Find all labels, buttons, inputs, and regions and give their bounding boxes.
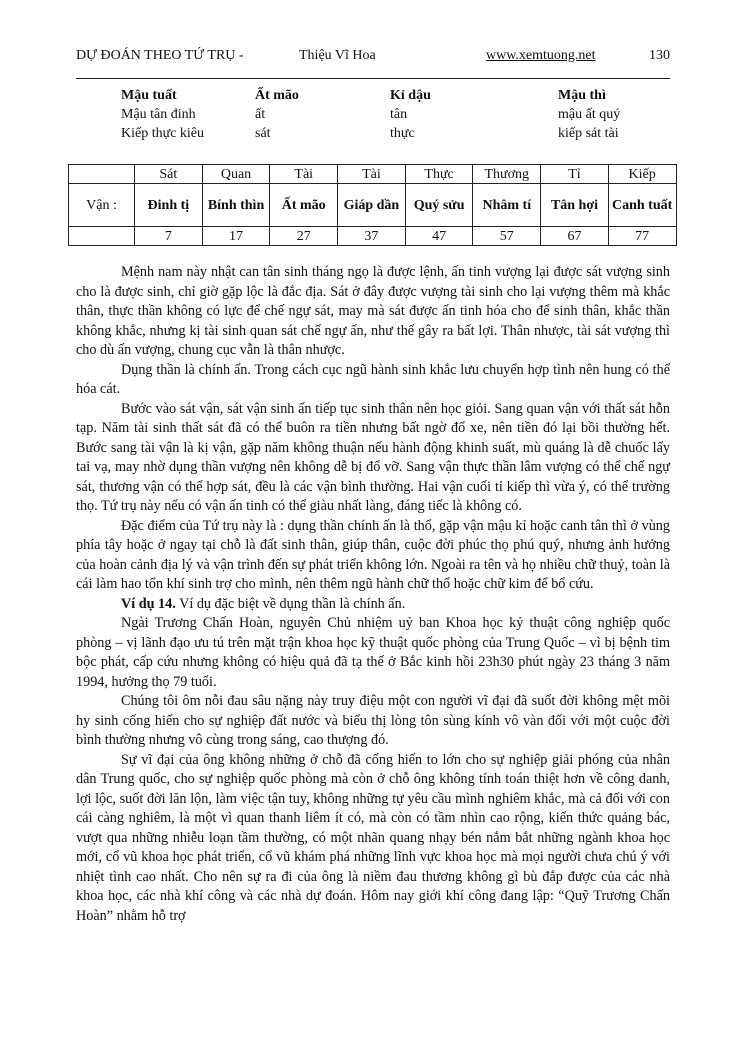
table-row-gods (69, 165, 677, 184)
paragraph-text: Ví dụ đặc biệt về dụng thần là chính ấn. (175, 595, 406, 612)
table-cell: Thực (405, 165, 473, 184)
luck-cycle-table (68, 164, 677, 246)
pillar-name: Mậu tuất (121, 88, 177, 103)
pillar-hidden-stems: mậu ất quý (558, 107, 621, 122)
pillar-day (390, 86, 431, 143)
table-cell (69, 165, 135, 184)
table-cell: 47 (405, 227, 473, 246)
row-label: Vận : (69, 184, 135, 227)
table-cell: 67 (541, 227, 609, 246)
paragraph (76, 361, 670, 400)
table-cell: Tài (338, 165, 406, 184)
pillar-hour (558, 86, 620, 143)
page-header (76, 48, 670, 68)
pillar-name: Kỉ dậu (390, 88, 431, 103)
pillar-month (255, 86, 299, 143)
pillar-hidden-stems: ất (255, 107, 266, 122)
pillar-gods: Kiếp thực kiêu (121, 126, 205, 141)
paragraph-text: Chúng tôi ôm nỗi đau sâu nặng này truy điệu một con người vĩ đại đã suốt đời không mệt mõi hy sinh cống hiến cho sự nghiệp đất nước và biểu thị lòng tôn sùng kính vô vàn đối với một cuộc đời bình thường nhưng vô cùng trong sáng, cao thượng đó. (76, 693, 670, 748)
table-cell: Kiếp (608, 165, 676, 184)
table-cell: Tân hợi (541, 184, 609, 227)
table-cell: Đinh tị (135, 184, 203, 227)
paragraph (76, 692, 670, 751)
paragraph-text: Mệnh nam này nhật can tân sinh tháng ngọ là được lệnh, ấn tinh vượng lại được sát vượng sinh cho là được sinh, chỉ giờ gặp lộc là đắc địa. Sát ở đây được vượng tài sinh cho lại vượng thêm mà khắc thân, thực thần không có lực để chế ngự sát, may mà sát được ấn tinh hóa cho để sinh thân, khắc thần không khắc, nhưng kị tài sinh quan sát chế ngự ấn, như thế gây ra bất lợi. Thân nhược, tài sát vượng thì cho dù ấn vượng, chung cục vẫn là thân nhược. (76, 264, 670, 358)
table-cell: Quý sửu (405, 184, 473, 227)
table-cell: Ất mão (270, 184, 338, 227)
table-cell: Giáp dần (338, 184, 406, 227)
book-title: DỰ ĐOÁN THEO TỨ TRỤ - (76, 48, 244, 63)
table-cell: 57 (473, 227, 541, 246)
table-cell: 77 (608, 227, 676, 246)
table-cell (69, 227, 135, 246)
paragraph-text: Đặc điểm của Tứ trụ này là : dụng thần chính ấn là thổ, gặp vận mậu kỉ hoặc canh tân thì ở vùng phía tây hoặc ở ngay tại chỗ là đất sinh thân, giúp thân, cuộc đời phúc thọ phú quý, nhưng ảnh hưởng của hoàn cảnh địa lý và vận trình đến sự phát triển không lớn. Ngoài ra tên và họ nhiều chữ thuỷ, toàn là cái làm hao tổn khí sinh trợ cho mình, nên thêm ngũ hành chữ thổ hoặc chữ kim để bổ cứu. (76, 517, 670, 592)
table-cell: Thương (473, 165, 541, 184)
table-cell: Tài (270, 165, 338, 184)
table-cell: 17 (202, 227, 270, 246)
table-cell: 7 (135, 227, 203, 246)
pillar-gods: thực (390, 126, 415, 141)
table-cell: Bính thìn (202, 184, 270, 227)
paragraph (76, 614, 670, 692)
pillar-gods: sát (255, 126, 271, 141)
table-cell: Canh tuất (608, 184, 676, 227)
pillar-hidden-stems: tân (390, 107, 408, 122)
paragraph (76, 751, 670, 927)
table-cell: Tỉ (541, 165, 609, 184)
table-cell: Nhâm tí (473, 184, 541, 227)
body-text (76, 263, 670, 926)
paragraph (76, 263, 670, 361)
pillar-year (121, 86, 204, 143)
header-divider (76, 78, 670, 79)
table-cell: 37 (338, 227, 406, 246)
paragraph-text: Ngài Trương Chấn Hoàn, nguyên Chủ nhiệm uỷ ban Khoa học kỷ thuật công nghiệp quốc phòng – vị lãnh đạo ưu tú trên mặt trận khoa học kỹ thuật quốc phòng của Trung Quốc – vì bị bệnh tim bộc phát, cấp cứu nhưng không có hiệu quả đã tạ thế ở Bắc kinh hồi 23h30 phút ngày 23 tháng 3 năm 1994, hưởng thọ 79 tuổi. (76, 615, 670, 690)
paragraph (76, 517, 670, 595)
example-label: Ví dụ 14. (121, 595, 176, 612)
pillar-name: Ất mão (255, 88, 299, 103)
website-link[interactable]: www.xemtuong.net (486, 48, 596, 63)
paragraph-text: Bước vào sát vận, sát vận sinh ấn tiếp tục sinh thân nên học giỏi. Sang quan vận với thất sát hỗn tạp. Năm tài sinh thất sát đã có thể buôn ra tiền nhưng bất ngờ đổ xe, nên tiền đó lại bồi thường hết. Bước sang tài vận là kị vận, gặp năm không thuận nếu hành động khinh suất, mù quáng là dễ chuốc lấy tai vạ, may nhờ dụng thần vượng nên không dễ bị đổ vỡ. Sang vận thực thần lâm vượng có thể chế ngự sát, thương vận có thể hợp sát, đều là các vận bình thường. Hai vận cuối tỉ kiếp thì vừa ý, có thể trường thọ. Tứ trụ này nếu có vận ấn tinh có thể giàu nhất làng, đáng tiếc là không có. (76, 400, 670, 514)
example-heading (76, 595, 670, 615)
pillar-name: Mậu thì (558, 88, 606, 103)
table-cell: Quan (202, 165, 270, 184)
table-cell: 27 (270, 227, 338, 246)
paragraph (76, 400, 670, 517)
table-row-pillars (69, 184, 677, 227)
paragraph-text: Sự vĩ đại của ông không những ở chỗ đã cống hiến to lớn cho sự nghiệp giải phóng của nhân dân Trung quốc, cho sự nghiệp quốc phòng mà còn ở chỗ ông không tính toán thiệt hơn về công danh, lợi lộc, suốt đời lăn lộn, làm việc tận tuy, không những tự yêu cầu mình nghiêm khắc, mà cả đối với con cái càng nghiêm, là một vì quan thanh liêm ít có, mà còn có tầm nhìn cao rộng, kiến thức quảng bác, vượt qua những nhiễu loạn tầm thường, có một nhãn quang nhạy bén nắm bắt những ngành khoa học mới, cổ vũ khoa học phát triển, cổ vũ khám phá những lĩnh vực khoa học mà mọi người chưa chú ý với nhiệt tình cao nhất. Cho nên sự ra đi của ông là niềm đau thương không gì bù đắp được của các nhà khoa học, các nhà khí công và các nhà dự đoán. Hôm nay giới khí công đang lập: “Quỹ Trương Chấn Hoàn” nhằm hỗ trợ (76, 751, 670, 924)
author-name: Thiệu Vĩ Hoa (299, 48, 376, 63)
table-row-ages (69, 227, 677, 246)
pillar-hidden-stems: Mậu tân đinh (121, 107, 196, 122)
pillar-gods: kiếp sát tài (558, 126, 619, 141)
page-number: 130 (649, 48, 670, 63)
paragraph-text: Dụng thần là chính ấn. Trong cách cục ngũ hành sinh khắc lưu chuyển hợp tình nên hung có thể hóa cát. (76, 361, 670, 397)
table-cell: Sát (135, 165, 203, 184)
